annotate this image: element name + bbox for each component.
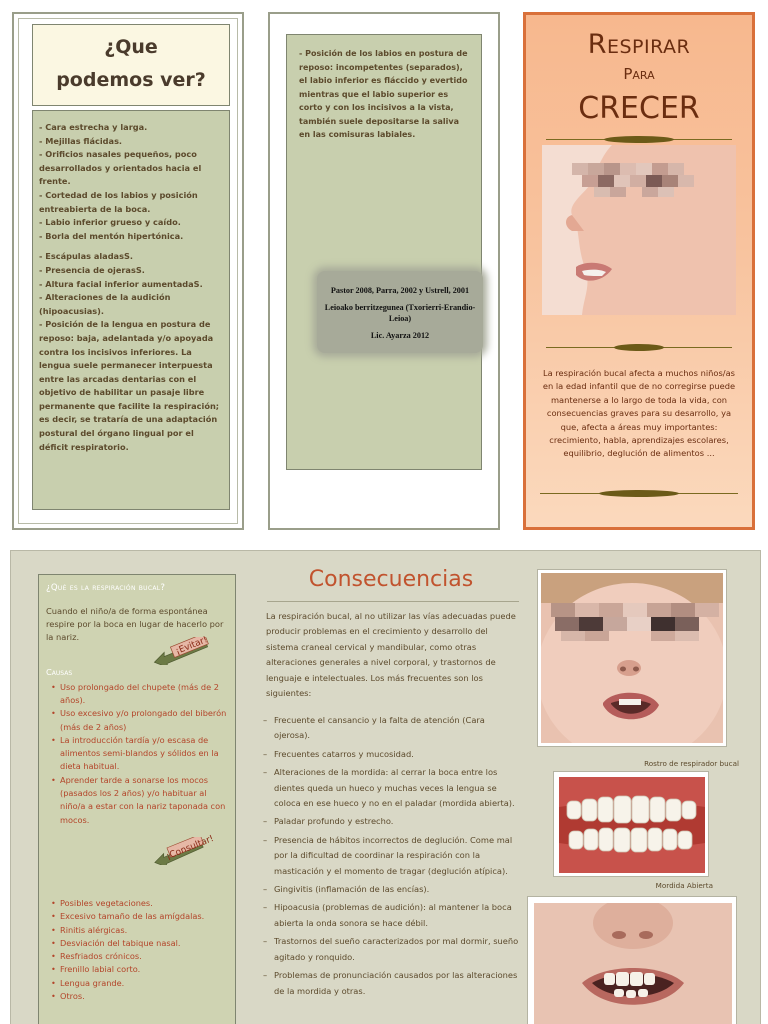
ornament-divider bbox=[540, 491, 738, 497]
list-item: • Posibles vegetaciones. bbox=[46, 897, 230, 910]
child-mouth-photo bbox=[527, 896, 737, 1024]
photo-caption: Mordida Abierta bbox=[655, 881, 713, 890]
consequences-list bbox=[263, 713, 521, 1002]
panel-que-podemos-ver bbox=[12, 12, 244, 530]
tag-label: ¡Evitar! bbox=[174, 635, 210, 657]
list-item: • Resfriados crónicos. bbox=[46, 950, 230, 963]
lips-text-box bbox=[286, 34, 482, 470]
list-item: – Alteraciones de la mordida: al cerrar la boca entre los dientes queda un hueco y muchas veces la lengua se coloca en ese hueco y no en el paladar (mordida abierta). bbox=[263, 765, 521, 811]
list-item: – Gingivitis (inflamación de las encías). bbox=[263, 882, 521, 897]
causes-list bbox=[46, 681, 228, 827]
inner-spread bbox=[10, 550, 761, 1024]
signs-text-box bbox=[32, 110, 230, 510]
list-item: – Frecuente el cansancio y la falta de atención (Cara ojerosa). bbox=[263, 713, 521, 744]
list-item: – Trastornos del sueño caracterizados por mal dormir, sueño agitado y ronquido. bbox=[263, 934, 521, 965]
definition-text: Cuando el niño/a de forma espontánea respire por la boca en lugar de hacerlo por la nariz. bbox=[46, 606, 224, 643]
sign-item: - Escápulas aladasS. bbox=[39, 251, 133, 262]
list-item: • Uso prolongado del chupete (más de 2 años). bbox=[46, 681, 228, 708]
photo-caption: Rostro de respirador bucal bbox=[644, 759, 739, 768]
causes-heading: Causas bbox=[46, 666, 73, 677]
list-item: • Desviación del tabique nasal. bbox=[46, 937, 230, 950]
section-heading: ¿Qué es la respiración bucal? bbox=[46, 583, 166, 593]
cover-title-para: Para bbox=[623, 65, 655, 83]
lips-text: - Posición de los labios en postura de reposo: incompetentes (separados), el labio inferior es fláccido y evertido mientras que el labio superior es corto y con los incisivos a la vista, también suele depositarse la saliva en las comisuras labiales. bbox=[299, 49, 468, 139]
list-item: • Rinitis alérgicas. bbox=[46, 924, 230, 937]
sign-item: - Posición de la lengua en postura de reposo: baja, adelantada y/o apoyada contra los incisivos inferiores. La lengua suele permanecer interpuesta entre las arcadas dentarias con el objetivo de habilitar un pasaje libre permanente que facilite la respiración; es decir, se trataría de una adaptación postural del órgano lingual por el déficit respiratorio. bbox=[39, 319, 220, 452]
panel-title-box bbox=[32, 24, 230, 106]
cover-panel bbox=[523, 12, 755, 530]
ornament-divider bbox=[546, 137, 732, 143]
sign-item: - Labio inferior grueso y caído. bbox=[39, 217, 181, 228]
list-item: • Otros. bbox=[46, 990, 230, 1003]
mouth-breather-face-photo bbox=[537, 569, 727, 747]
cover-title-crecer: CRECER bbox=[578, 91, 700, 126]
title-line-2: podemos ver? bbox=[56, 69, 206, 91]
list-item: • La introducción tardía y/o escasa de alimentos semi-blandos y sólidos en la dieta habitual. bbox=[46, 734, 228, 774]
open-bite-photo bbox=[553, 771, 709, 877]
ornament-divider bbox=[546, 345, 732, 351]
title-line-1: ¿Que bbox=[104, 36, 158, 58]
title-rule bbox=[267, 601, 519, 602]
sign-item: - Alteraciones de la audición (hipoacusias). bbox=[39, 292, 171, 316]
tag-label: ¡Consultar! bbox=[164, 833, 216, 863]
sign-item: - Altura facial inferior aumentadaS. bbox=[39, 278, 203, 289]
list-item: • Frenillo labial corto. bbox=[46, 963, 230, 976]
sign-item: - Cara estrecha y larga. bbox=[39, 122, 148, 132]
references-plate bbox=[317, 271, 483, 353]
cover-title-respirar: Respirar bbox=[587, 29, 691, 60]
evitar-arrow-tag bbox=[141, 637, 221, 665]
sign-item: - Presencia de ojerasS. bbox=[39, 264, 145, 275]
reference-line: Lic. Ayarza 2012 bbox=[370, 331, 430, 340]
what-is-box bbox=[38, 574, 236, 1024]
panel-labios-references bbox=[268, 12, 500, 530]
list-item: • Excesivo tamaño de las amígdalas. bbox=[46, 910, 230, 923]
sign-item: - Cortedad de los labios y posición entreabierta de la boca. bbox=[39, 189, 198, 214]
reference-line: Leioako berritzegunea (Txorierri-Erandio-Leioa) bbox=[324, 303, 476, 323]
sign-item: - Mejillas flácidas. bbox=[39, 135, 123, 146]
list-item: – Hipoacusia (problemas de audición): al mantener la boca abierta la onda sonora se hace débil. bbox=[263, 900, 521, 931]
list-item: – Presencia de hábitos incorrectos de deglución. Come mal por la dificultad de coordinar la respiración con la masticación y el momento de tragar (deglución atípica). bbox=[263, 833, 521, 879]
list-item: • Aprender tarde a sonarse los mocos (pasados los 2 años) y/o habituar al niño/a a estar con la nariz taponada con mocos. bbox=[46, 774, 228, 827]
list-item: • Uso excesivo y/o prolongado del biberón (más de 2 años) bbox=[46, 707, 228, 734]
list-item: – Paladar profundo y estrecho. bbox=[263, 814, 521, 829]
consult-list bbox=[46, 897, 230, 1003]
reference-line: Pastor 2008, Parra, 2002 y Ustrell, 2001 bbox=[330, 286, 470, 295]
sign-item: - Orificios nasales pequeños, poco desarrollados y orientados hacia el frente. bbox=[39, 149, 202, 187]
list-item: – Frecuentes catarros y mucosidad. bbox=[263, 747, 521, 762]
child-profile-photo bbox=[542, 145, 736, 315]
list-item: – Problemas de pronunciación causados por las alteraciones de la mordida y otras. bbox=[263, 968, 521, 999]
list-item: • Lengua grande. bbox=[46, 977, 230, 990]
consultar-arrow-tag bbox=[139, 833, 219, 865]
cover-body-text: La respiración bucal afecta a muchos niños/as en la edad infantil que de no corregirse puede mantenerse a lo largo de toda la vida, con consecuencias graves para su desarrollo, ya que, afecta a áreas muy importantes: crecimiento, habla, aprendizajes escolares, equilibrio, deglución de alimentos ... bbox=[542, 368, 736, 459]
sign-item: - Borla del mentón hipertónica. bbox=[39, 230, 184, 241]
consequences-intro: La respiración bucal, al no utilizar las vías adecuadas puede producir problemas en el crecimiento y desarrollo del sistema craneal cervical y mandibular, como otras alteraciones generales a nivel corporal, y trastornos de lenguaje e intelectuales. Los más frecuentes son los siguientes: bbox=[266, 611, 516, 699]
consequences-title: Consecuencias bbox=[308, 567, 474, 592]
